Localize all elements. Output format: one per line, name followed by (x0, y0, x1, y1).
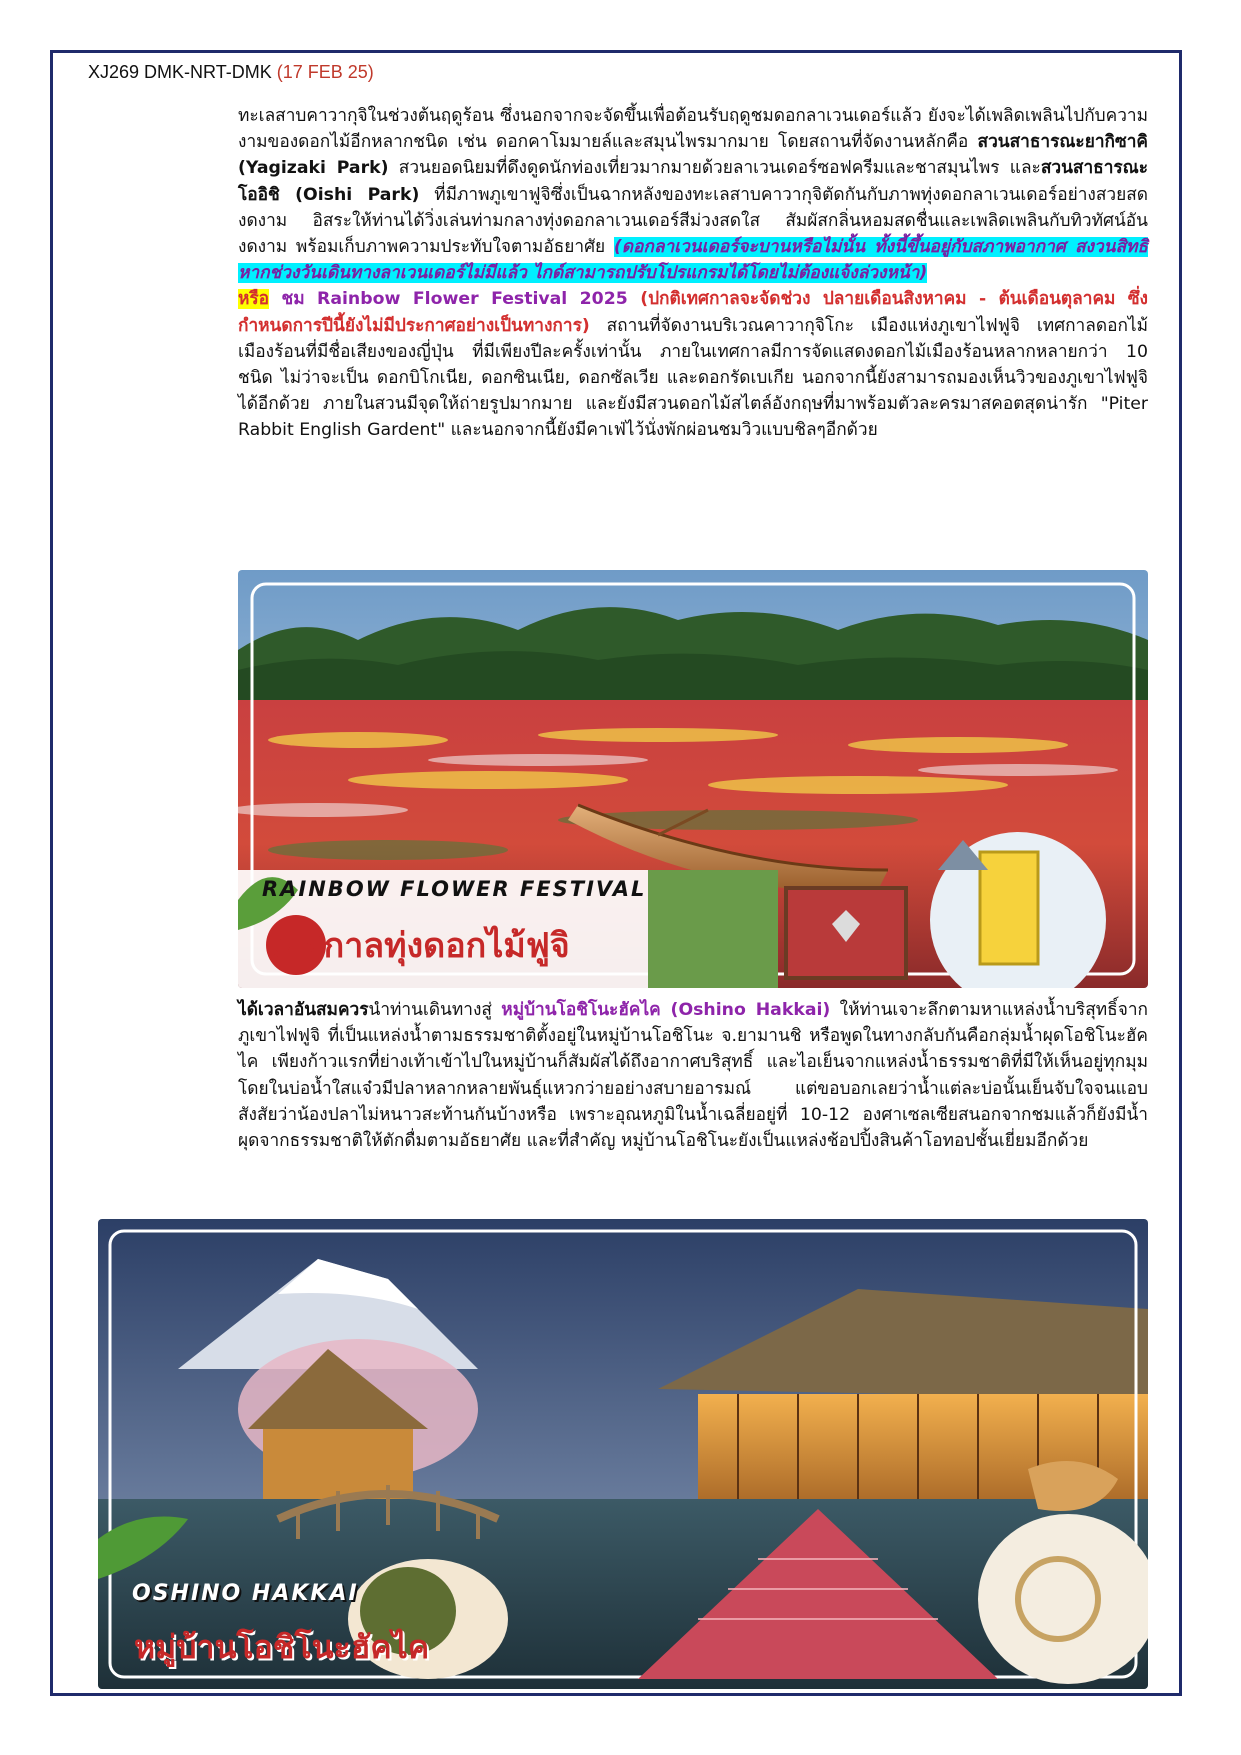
text-run: ชม (269, 289, 318, 310)
rainbow-festival-name: Rainbow Flower Festival 2025 (317, 289, 628, 310)
oishi-park-name: สวนสาธารณะโออิชิ (Oishi Park) (238, 158, 1148, 205)
lavender-note: (ดอกลาเวนเดอร์จะบานหรือไม่นั้น ทั้งนี้ขึ้นอยู่กับสภาพอากาศ สงวนสิทธิหากช่วงวันเดินทางลาเวนเดอร์ไม่มีแล้ว ไกด์สามารถปรับโปรแกรมได้โดยไม่ต้องแจ้งล่วงหน้า) (238, 237, 1148, 284)
oshino-hakkai-description (238, 997, 1148, 1154)
text-run: นำท่านเดินทางสู่ (368, 1000, 502, 1020)
text-run: ทะเลสาบคาวากุจิในช่วงต้นฤดูร้อน ซึ่งนอกจากจะจัดขึ้นเพื่อต้อนรับฤดูชมดอกลาเวนเดอร์แล้ว ยังจะได้เพลิดเพลินไปกับความงามของดอกไม้อีกหลากชนิด เช่น ดอกคาโมมายล์และสมุนไพรมากมาย โดยสถานที่จัดงานหลักคือ (238, 106, 1148, 153)
yagizaki-park-name: สวนสาธารณะยากิซาคิ (Yagizaki Park) (238, 132, 1148, 179)
festival-period-note: (ปกติเทศกาลจะจัดช่วง ปลายเดือนสิงหาคม - ต้นเดือนตุลาคม ซึ่งกำหนดการปีนี้ยังไม่มีประกาศอย่างเป็นทางการ) (238, 289, 1148, 336)
text-run: ได้เวลาอันสมควร (238, 1000, 369, 1020)
rainbow-banner-thai: เทศกาลทุ่งดอกไม้ฟูจิ (268, 926, 570, 966)
trip-date: (17 FEB 25) (276, 62, 374, 82)
text-run: ให้ท่านเจาะลึกตามหาแหล่งน้ำบริสุทธิ์จากภูเขาไฟฟูจิ ที่เป็นแหล่งน้ำตามธรรมชาติตั้งอยู่ในหมู่บ้านโอชิโนะ จ.ยามานชิ หรือพูดในทางกลับกันคือกลุ่มน้ำผุดโอชิโนะฮัคไค เพียงก้าวแรกที่ย่างเท้าเข้าไปในหมู่บ้านก็สัมผัสได้ถึงอากาศบริสุทธิ์ และไอเย็นจากแหล่งน้ำธรรมชาติที่มีให้เห็นอยู่ทุกมุม โดยในบ่อน้ำใสแจ๋วมีปลาหลากหลายพันธุ์แหวกว่ายอย่างสบายอารมณ์ แต่ขอบอกเลยว่าน้ำแต่ละบ่อนั้นเย็นจับใจจนแอบสังสัยว่าน้องปลาไม่หนาวสะท้านกันบ้างหรือ เพราะอุณหภูมิในน้ำเฉลี่ยอยู่ที่ 10-12 องศาเซลเซียสนอกจากชมแล้วก็ยังมีน้ำผุดจากธรรมชาติให้ตักดื่มตามอัธยาศัย และที่สำคัญ หมู่บ้านโอชิโนะยังเป็นแหล่งช้อปปิ้งสินค้าโอทอปชั้นเยี่ยมอีกด้วย (238, 1000, 1148, 1152)
page-header (88, 62, 374, 83)
text-run: สถานที่จัดงานบริเวณคาวากุจิโกะ เมืองแห่งภูเขาไฟฟูจิ เทศกาลดอกไม้เมืองร้อนที่มีชื่อเสียงของญี่ปุ่น ที่มีเพียงปีละครั้งเท่านั้น ภายในเทศกาลมีการจัดแสดงดอกไม้เมืองร้อนหลากหลายกว่า 10 ชนิด ไม่ว่าจะเป็น ดอกบิโกเนีย, ดอกซินเนีย, ดอกซัลเวีย และดอกรัดเบเกีย นอกจากนี้ยังสามารถมองเห็นวิวของภูเขาไฟฟูจิได้อีกด้วย ภายในสวนมีจุดให้ถ่ายรูปมากมาย และยังมีสวนดอกไม้สไตล์อังกฤษที่มาพร้อมตัวละครมาสคอตสุดน่ารัก "Piter Rabbit English Gardent" และนอกจากนี้ยังมีคาเฟ่ไว้นั่งพักผ่อนชมวิวแบบชิลๆอีกด้วย (238, 315, 1148, 441)
rainbow-banner-title: RAINBOW FLOWER FESTIVAL (262, 877, 647, 901)
text-run: ที่มีภาพภูเขาฟูจิซึ่งเป็นฉากหลังของทะเลสาบคาวากุจิตัดกันกับภาพทุ่งดอกลาเวนเดอร์อย่างสวยสดงดงาม อิสระให้ท่านได้วิ่งเล่นท่ามกลางทุ่งดอกลาเวนเดอร์สีม่วงสดใส สัมผัสกลิ่นหอมสดชื่นและเพลิดเพลินกับทิวทัศน์อันงดงาม พร้อมเก็บภาพความประทับใจตามอัธยาศัย (238, 184, 1148, 258)
oshino-hakkai-photo (98, 1219, 1148, 1689)
oshino-hakkai-name: หมู่บ้านโอชิโนะฮัคไค (Oshino Hakkai) (501, 1000, 831, 1020)
rainbow-flower-festival-photo (238, 570, 1148, 988)
flight-code: XJ269 DMK-NRT-DMK (88, 62, 272, 82)
text-run: สวนยอดนิยมที่ดึงดูดนักท่องเที่ยวมากมายด้วยลาเวนเดอร์ซอฟครีมและชาสมุนไพร และ (388, 158, 1041, 179)
oshino-banner-title: OSHINO HAKKAI (132, 1581, 359, 1606)
or-label: หรือ (238, 289, 270, 310)
oshino-banner-thai: หมู่บ้านโอชิโนะฮัคไค (134, 1628, 430, 1666)
lavender-rainbow-description (238, 103, 1148, 444)
